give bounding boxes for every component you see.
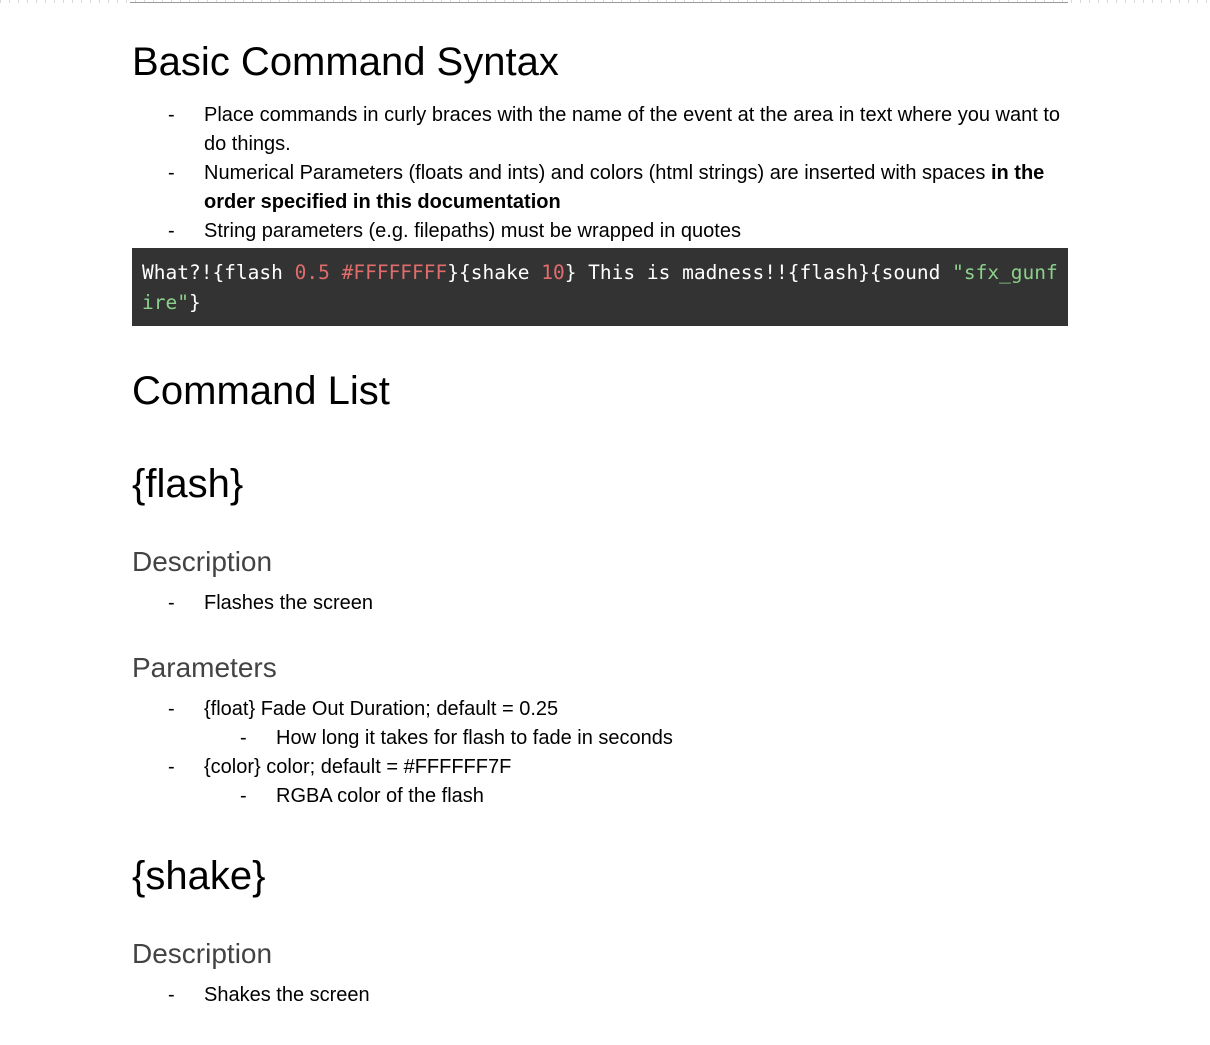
- heading-shake-command: {shake}: [132, 854, 266, 898]
- list-item: [132, 217, 1068, 246]
- shake-description-list: [132, 981, 1068, 1010]
- heading-basic-command-syntax: Basic Command Syntax: [132, 40, 559, 84]
- code-token: }: [188, 291, 201, 314]
- shake-description-heading: Description: [132, 938, 273, 969]
- parameter-text: {float} Fade Out Duration; default = 0.25: [204, 698, 559, 720]
- code-token-string: "sfx_gunfire": [142, 261, 1058, 314]
- code-token-number: 10: [541, 261, 565, 284]
- parameter-text: {color} color; default = #FFFFFF7F: [204, 756, 512, 778]
- flash-parameters-list: [132, 695, 1068, 811]
- list-item-text: String parameters (e.g. filepaths) must be wrapped in quotes: [204, 220, 741, 242]
- list-item-text: Numerical Parameters (floats and ints) and colors (html strings) are inserted with spaces: [204, 162, 991, 184]
- parameter-item: [132, 753, 1068, 782]
- code-token: What?!{flash: [142, 261, 295, 284]
- list-item-text: Place commands in curly braces with the name of the event at the area in text where you want to do things.: [204, 104, 1061, 155]
- list-item-bold-text: in the order specified in this documentation: [204, 162, 1045, 213]
- parameter-detail-text: RGBA color of the flash: [276, 785, 484, 807]
- syntax-rules-list: [132, 101, 1068, 246]
- list-item-text: Flashes the screen: [204, 592, 373, 614]
- ruler-margin-bar[interactable]: [130, 0, 1068, 3]
- flash-parameters-heading: Parameters: [132, 652, 277, 683]
- parameter-detail-text: How long it takes for flash to fade in seconds: [276, 727, 673, 749]
- parameter-item: [132, 695, 1068, 724]
- code-token: [330, 261, 342, 284]
- code-token-color: #FFFFFFFF: [341, 261, 448, 284]
- code-token: }{shake: [447, 261, 542, 284]
- heading-command-list: Command List: [132, 369, 390, 413]
- flash-description-heading: Description: [132, 546, 273, 577]
- code-example-block: [132, 248, 1068, 326]
- parameter-detail: [132, 782, 1068, 811]
- list-item-text: Shakes the screen: [204, 984, 370, 1006]
- code-token: } This is madness!!{flash}{sound: [564, 261, 953, 284]
- flash-description-list: [132, 589, 1068, 618]
- list-item: [132, 101, 1068, 159]
- heading-flash-command: {flash}: [132, 462, 244, 506]
- code-token-number: 0.5: [294, 261, 330, 284]
- list-item: [132, 981, 1068, 1010]
- parameter-detail: [132, 724, 1068, 753]
- list-item: [132, 159, 1068, 217]
- list-item: [132, 589, 1068, 618]
